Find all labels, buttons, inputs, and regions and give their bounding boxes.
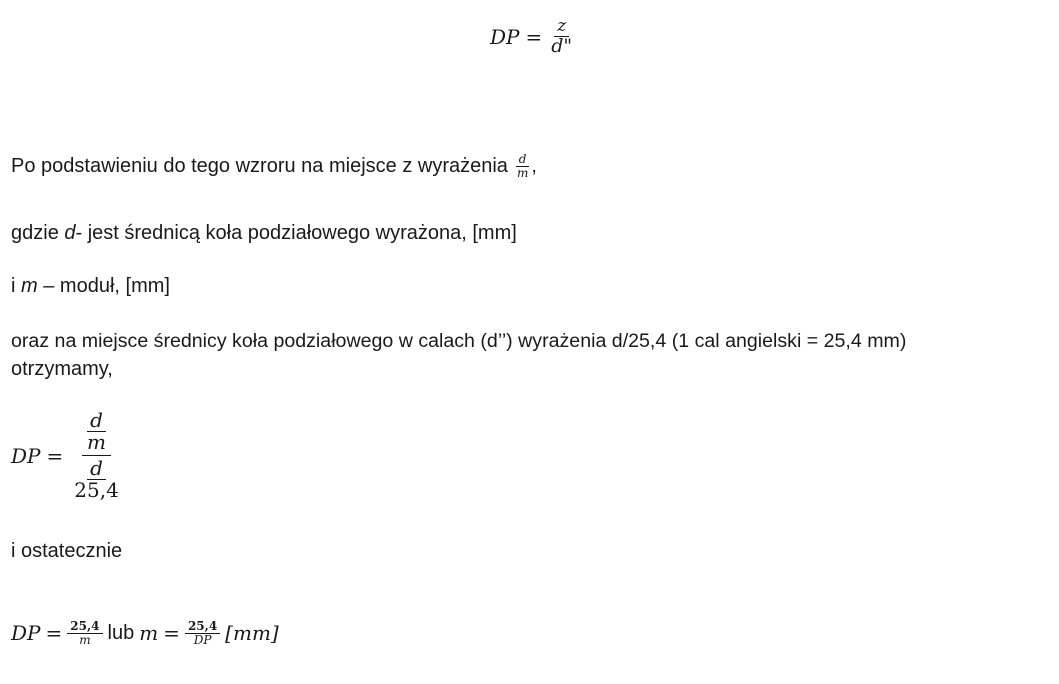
- formula3-unit: [mm]: [225, 621, 279, 646]
- module-variable: m: [21, 275, 38, 297]
- inch-substitution-line1: oraz na miejsce średnicy koła podziałowego w calach (d’’) wyrażenia d/25,4 (1 cal angielski = 25,4 mm): [11, 330, 907, 352]
- formula2-bottom-num: d: [87, 458, 106, 480]
- formula1-denominator: d": [551, 34, 573, 57]
- formula3-equals2: =: [163, 621, 180, 646]
- formula1-equals: =: [525, 25, 543, 50]
- formula2-outer-numerator: [82, 410, 111, 456]
- diameter-variable: d: [64, 222, 76, 244]
- formula2-bottom-den: 25,4: [74, 478, 119, 502]
- inline-fraction-d-over-m: [514, 153, 531, 179]
- formula3-fraction2: [185, 620, 220, 646]
- formula1-numerator: z: [554, 18, 569, 37]
- paragraph-inch-substitution: [11, 327, 1056, 383]
- formula3-lhs: DP: [11, 621, 41, 646]
- inch-substitution-line2: otrzymamy,: [11, 358, 113, 380]
- formula-final-results: [11, 620, 279, 646]
- diameter-suffix: - jest średnicą koła podziałowego wyrażona, [mm]: [75, 222, 517, 244]
- formula3-var: m: [139, 621, 159, 646]
- formula2-inner-top-fraction: [84, 410, 109, 453]
- module-suffix: – moduł, [mm]: [43, 275, 170, 297]
- formula3-frac1-num: 25,4: [67, 620, 102, 634]
- formula2-outer-denominator: [69, 456, 124, 501]
- paragraph-substitution: [11, 152, 537, 180]
- formula3-equals: =: [45, 621, 63, 646]
- paragraph-substitution-comma: ,: [531, 155, 537, 177]
- paragraph-module-definition: [11, 272, 170, 300]
- formula3-frac2-den: DP: [193, 632, 212, 647]
- formula2-outer-fraction: [69, 410, 124, 501]
- paragraph-diameter-definition: [11, 219, 517, 247]
- formula3-fraction1: [67, 620, 102, 646]
- formula3-frac2-num: 25,4: [185, 620, 220, 634]
- finally-text: i ostatecznie: [11, 540, 123, 562]
- paragraph-substitution-text: Po podstawieniu do tego wzroru na miejsce z wyrażenia: [11, 155, 508, 177]
- formula3-frac1-den: m: [79, 632, 91, 647]
- formula1-lhs: DP: [490, 25, 520, 50]
- formula-dp-z-over-d: [490, 18, 575, 57]
- inline-fraction-den: m: [516, 165, 529, 180]
- diameter-prefix: gdzie: [11, 222, 59, 244]
- paragraph-finally: [11, 537, 122, 565]
- formula2-top-num: d: [87, 410, 106, 432]
- module-prefix: i: [11, 275, 16, 297]
- formula2-equals: =: [46, 443, 64, 468]
- formula3-connector: lub: [107, 621, 135, 644]
- formula2-top-den: m: [87, 430, 107, 454]
- inline-fraction-num: d: [516, 153, 530, 167]
- formula2-inner-bottom-fraction: [71, 458, 122, 501]
- formula1-fraction: [548, 18, 575, 57]
- formula-dp-compound-fraction: [11, 410, 124, 501]
- formula2-lhs: DP: [11, 443, 41, 468]
